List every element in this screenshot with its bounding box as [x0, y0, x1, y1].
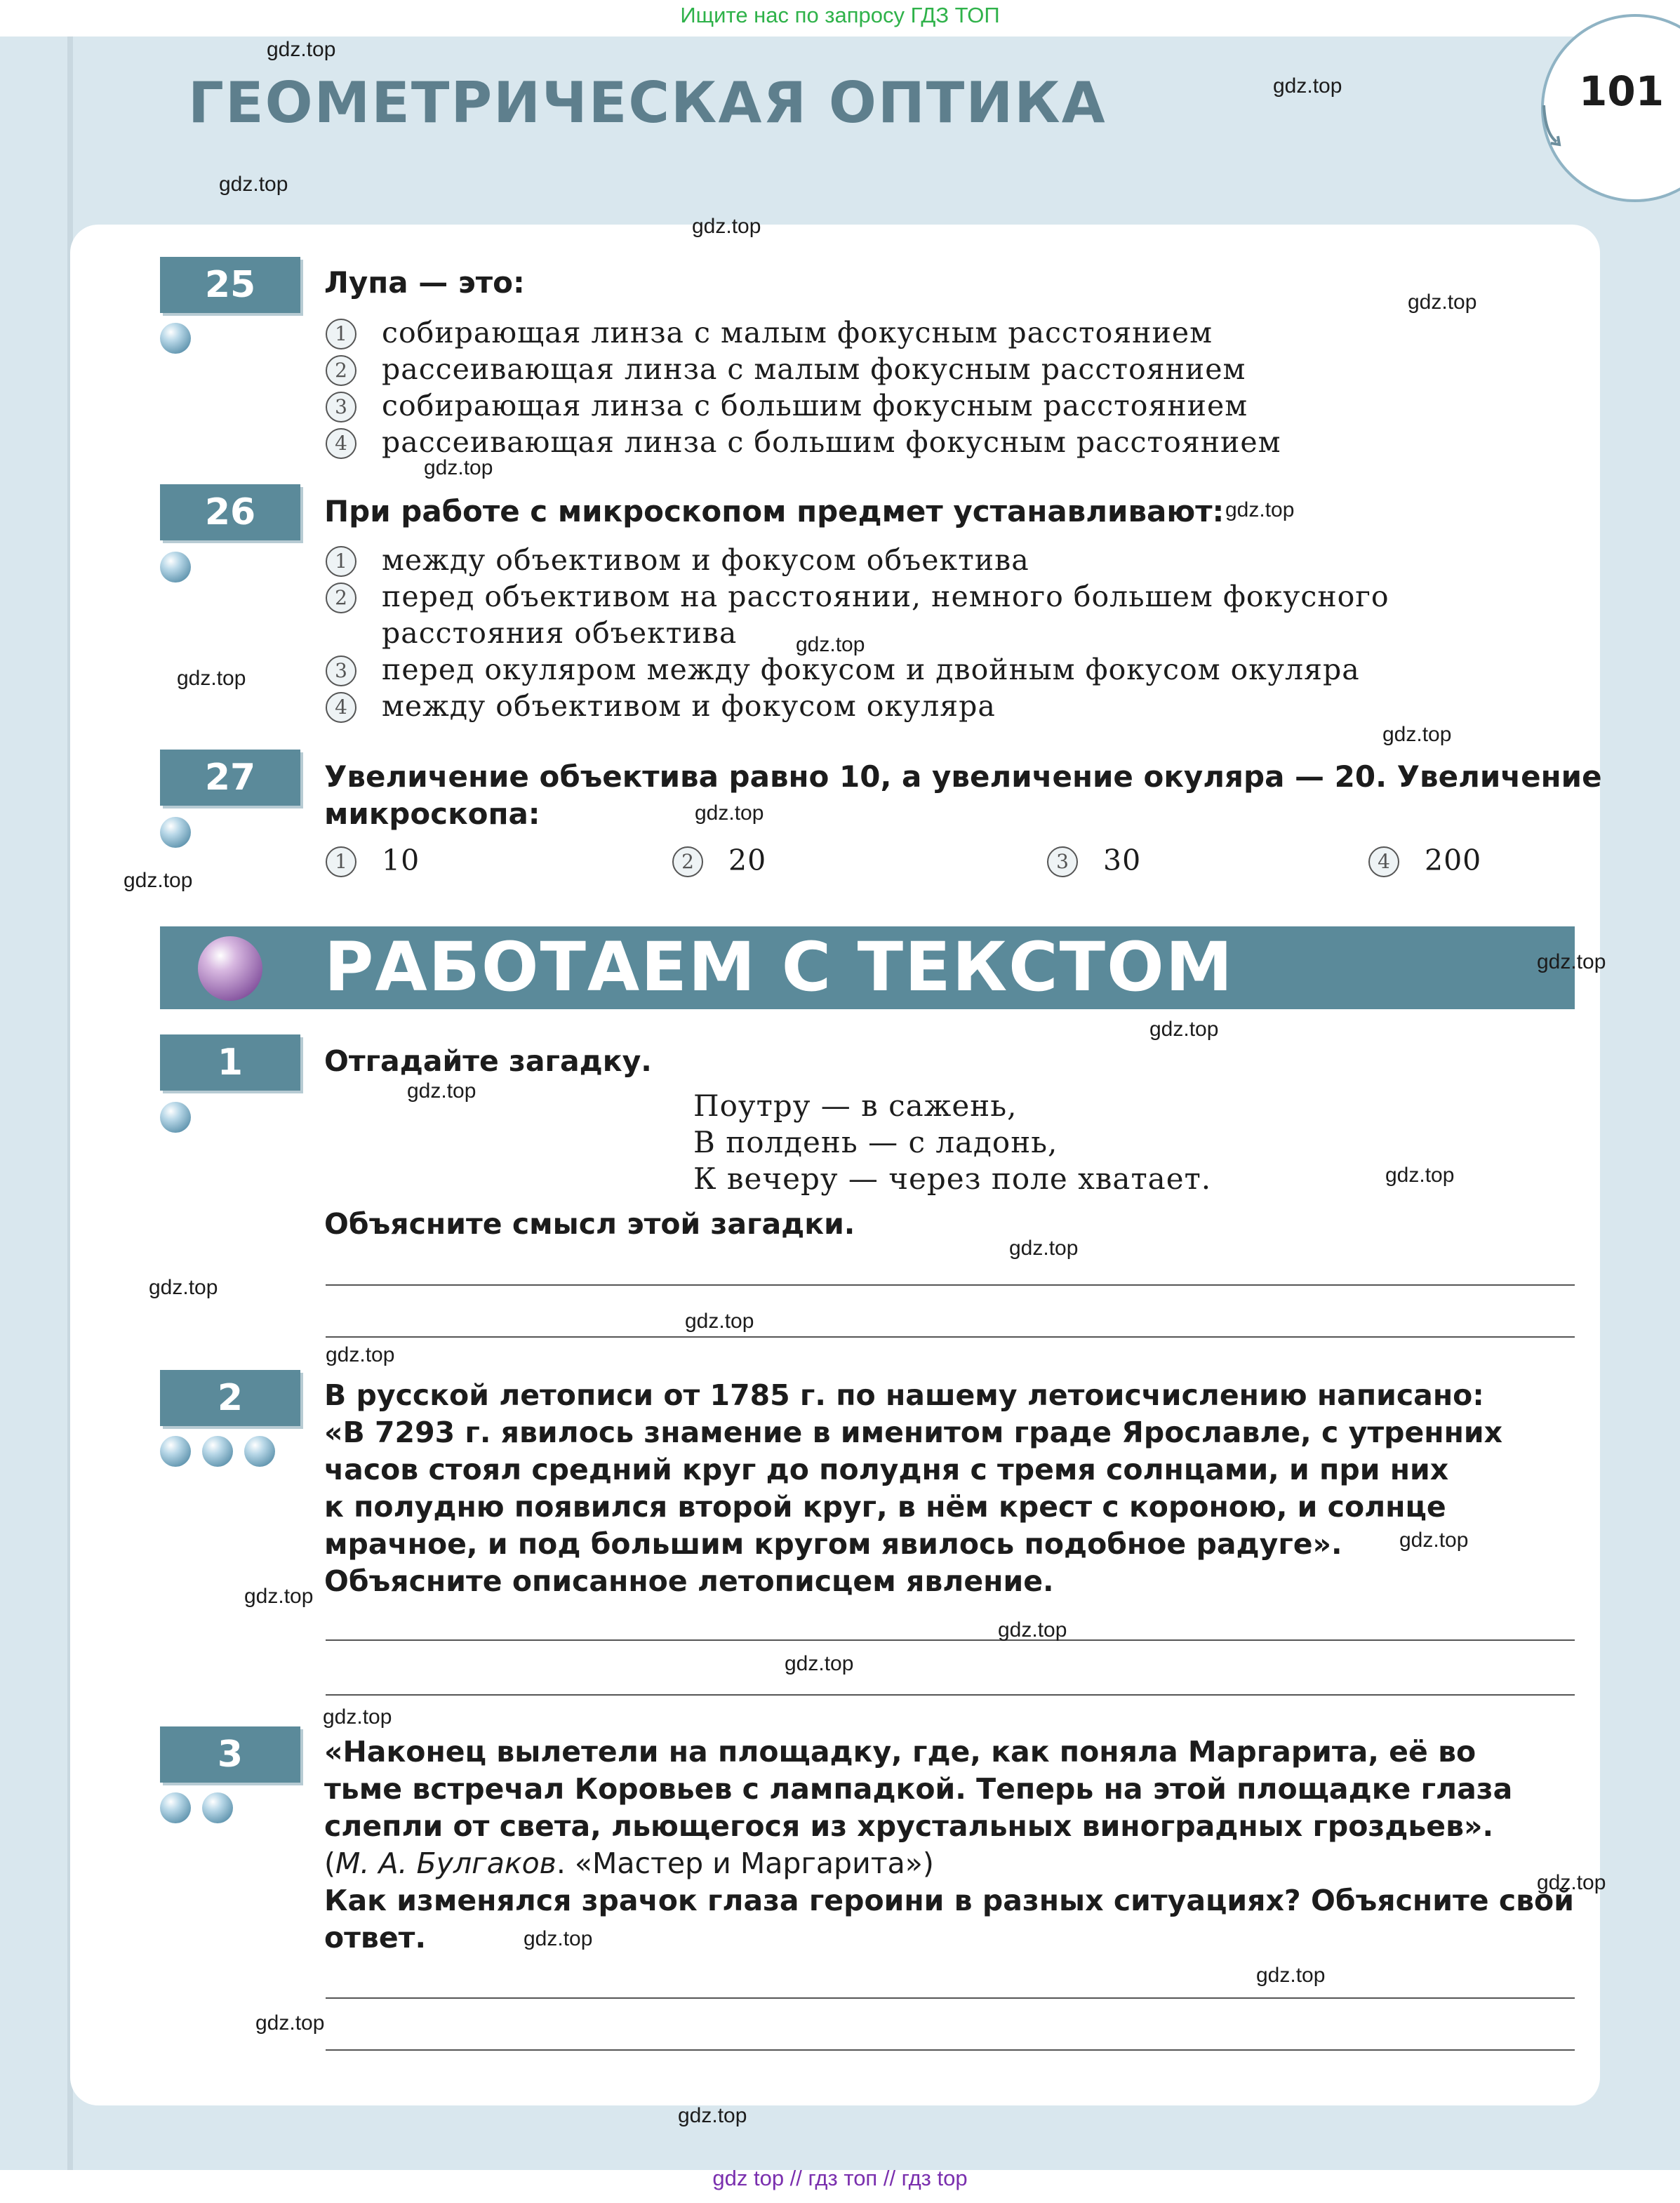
task-number-26: 26: [160, 484, 300, 540]
watermark: gdz.top: [149, 1276, 218, 1299]
section-title: ГЕОМЕТРИЧЕСКАЯ ОПТИКА: [188, 70, 1107, 135]
watermark: gdz.top: [685, 1310, 754, 1333]
watermark: gdz.top: [326, 1343, 395, 1366]
answer-line[interactable]: [326, 2049, 1575, 2051]
difficulty-ball-icon: [244, 1436, 275, 1467]
difficulty-ball-icon: [160, 552, 191, 583]
text-task-2-line: часов стоял средний круг до полудня с тремя солнцами, и при них: [324, 1453, 1449, 1486]
text-task-number-1: 1: [160, 1034, 300, 1091]
watermark: gdz.top: [124, 869, 193, 892]
task-26-option-2-continued[interactable]: расстояния объектива: [382, 616, 738, 650]
answer-line[interactable]: [326, 1336, 1575, 1338]
riddle-line-2: В полдень — с ладонь,: [693, 1125, 1058, 1159]
option-number[interactable]: 3: [1047, 846, 1078, 877]
task-26-option-3[interactable]: перед окуляром между фокусом и двойным фокусом окуляра: [382, 653, 1360, 686]
difficulty-ball-icon: [202, 1436, 233, 1467]
watermark: gdz.top: [267, 38, 336, 61]
watermark: gdz.top: [998, 1618, 1067, 1642]
text-task-3-line: слепли от света, льющегося из хрустальных виноградных гроздьев».: [324, 1809, 1494, 1843]
top-banner[interactable]: Ищите нас по запросу ГДЗ ТОП: [680, 3, 1000, 27]
watermark: gdz.top: [785, 1652, 854, 1675]
task-25-option-2[interactable]: рассеивающая линза с малым фокусным расстоянием: [382, 352, 1246, 386]
option-number[interactable]: 4: [326, 428, 356, 459]
task-26-option-4[interactable]: между объективом и фокусом окуляра: [382, 689, 996, 723]
watermark: gdz.top: [219, 173, 288, 196]
text-task-3-question-line-2: ответ.: [324, 1921, 427, 1955]
riddle-line-1: Поутру — в сажень,: [693, 1089, 1018, 1123]
text-task-3-line: «Наконец вылетели на площадку, где, как поняла Маргарита, её во: [324, 1735, 1476, 1769]
watermark: gdz.top: [1009, 1237, 1079, 1260]
watermark: gdz.top: [244, 1585, 314, 1608]
text-task-2-question: Объясните описанное летописцем явление.: [324, 1564, 1054, 1598]
option-number[interactable]: 3: [326, 655, 356, 686]
watermark: gdz.top: [524, 1927, 593, 1950]
difficulty-ball-icon: [160, 817, 191, 848]
option-number[interactable]: 2: [326, 355, 356, 386]
option-number[interactable]: 1: [326, 546, 356, 577]
curved-arrow-icon: [1538, 105, 1566, 147]
watermark: gdz.top: [1382, 723, 1452, 746]
option-number[interactable]: 1: [326, 319, 356, 350]
watermark: gdz.top: [1256, 1964, 1326, 1987]
text-task-number-2: 2: [160, 1370, 300, 1426]
task-27-option-2[interactable]: 20: [728, 844, 767, 877]
text-task-3-line: тьме встречал Коровьев с лампадкой. Теперь на этой площадке глаза: [324, 1772, 1513, 1806]
task-26-question: При работе с микроскопом предмет устанавливают:: [324, 494, 1225, 528]
watermark: gdz.top: [678, 2104, 747, 2127]
watermark: gdz.top: [1149, 1018, 1219, 1041]
riddle-line-3: К вечеру — через поле хватает.: [693, 1162, 1212, 1196]
text-task-2-line: В русской летописи от 1785 г. по нашему летоисчислению написано:: [324, 1378, 1484, 1412]
task-25-question: Лупа — это:: [324, 265, 525, 300]
difficulty-ball-icon: [160, 1792, 191, 1823]
watermark: gdz.top: [323, 1705, 392, 1729]
watermark: gdz.top: [1225, 498, 1295, 521]
watermark: gdz.top: [407, 1079, 476, 1103]
option-number[interactable]: 2: [326, 583, 356, 613]
source-author: М. А. Булгаков: [335, 1846, 556, 1880]
answer-line[interactable]: [326, 1997, 1575, 1999]
watermark: gdz.top: [1408, 291, 1477, 314]
bottom-banner[interactable]: gdz top // гдз топ // гдз top: [712, 2166, 968, 2190]
text-task-number-3: 3: [160, 1726, 300, 1783]
answer-line[interactable]: [326, 1284, 1575, 1286]
option-number[interactable]: 4: [1368, 846, 1399, 877]
watermark: gdz.top: [177, 667, 246, 690]
sphere-icon: [198, 936, 262, 1001]
task-26-option-2[interactable]: перед объективом на расстоянии, немного большем фокусного: [382, 580, 1389, 613]
watermark: gdz.top: [692, 215, 761, 238]
difficulty-ball-icon: [160, 323, 191, 354]
text-task-2-line: «В 7293 г. явилось знамение в именитом граде Ярославле, с утренних: [324, 1416, 1503, 1449]
text-task-2-line: к полудню появился второй круг, в нём крест с короною, и солнце: [324, 1490, 1446, 1524]
watermark: gdz.top: [1385, 1164, 1455, 1187]
option-number[interactable]: 2: [672, 846, 703, 877]
text-task-3-question-line-1: Как изменялся зрачок глаза героини в разных ситуациях? Объясните свой: [324, 1884, 1574, 1917]
answer-line[interactable]: [326, 1694, 1575, 1696]
work-with-text-title: РАБОТАЕМ С ТЕКСТОМ: [324, 928, 1234, 1006]
text-task-2-line: мрачное, и под большим кругом явилось подобное радуге».: [324, 1527, 1342, 1561]
watermark: gdz.top: [1273, 74, 1342, 98]
watermark: gdz.top: [255, 2011, 325, 2035]
watermark: gdz.top: [1537, 950, 1606, 973]
text-task-3-source: [324, 1845, 934, 1882]
task-25-option-3[interactable]: собирающая линза с большим фокусным расстоянием: [382, 389, 1248, 422]
option-number[interactable]: 4: [326, 692, 356, 723]
watermark: gdz.top: [424, 456, 493, 479]
task-26-option-1[interactable]: между объективом и фокусом объектива: [382, 543, 1029, 577]
difficulty-ball-icon: [160, 1102, 191, 1133]
option-number[interactable]: 3: [326, 392, 356, 422]
source-open-paren: (: [324, 1846, 335, 1880]
task-27-option-4[interactable]: 200: [1425, 844, 1482, 877]
task-27-question-line-2: микроскопа:: [324, 797, 540, 831]
task-27-option-1[interactable]: 10: [382, 844, 420, 877]
task-27-question-line-1: Увеличение объектива равно 10, а увеличение окуляра — 20. Увеличение: [324, 759, 1602, 794]
text-task-1-prompt: Отгадайте загадку.: [324, 1044, 652, 1078]
source-title: . «Мастер и Маргарита»): [556, 1846, 934, 1880]
task-number-25: 25: [160, 257, 300, 313]
task-27-option-3[interactable]: 30: [1103, 844, 1142, 877]
page-number: 101: [1579, 67, 1665, 115]
text-task-1-question: Объясните смысл этой загадки.: [324, 1207, 855, 1241]
watermark: gdz.top: [695, 801, 764, 825]
difficulty-ball-icon: [160, 1436, 191, 1467]
watermark: gdz.top: [796, 633, 865, 656]
task-25-option-4[interactable]: рассеивающая линза с большим фокусным расстоянием: [382, 425, 1281, 459]
watermark: gdz.top: [1399, 1529, 1469, 1552]
difficulty-ball-icon: [202, 1792, 233, 1823]
task-number-27: 27: [160, 750, 300, 806]
task-25-option-1[interactable]: собирающая линза с малым фокусным расстоянием: [382, 316, 1213, 350]
watermark: gdz.top: [1537, 1871, 1606, 1894]
answer-line[interactable]: [326, 1639, 1575, 1641]
option-number[interactable]: 1: [326, 846, 356, 877]
